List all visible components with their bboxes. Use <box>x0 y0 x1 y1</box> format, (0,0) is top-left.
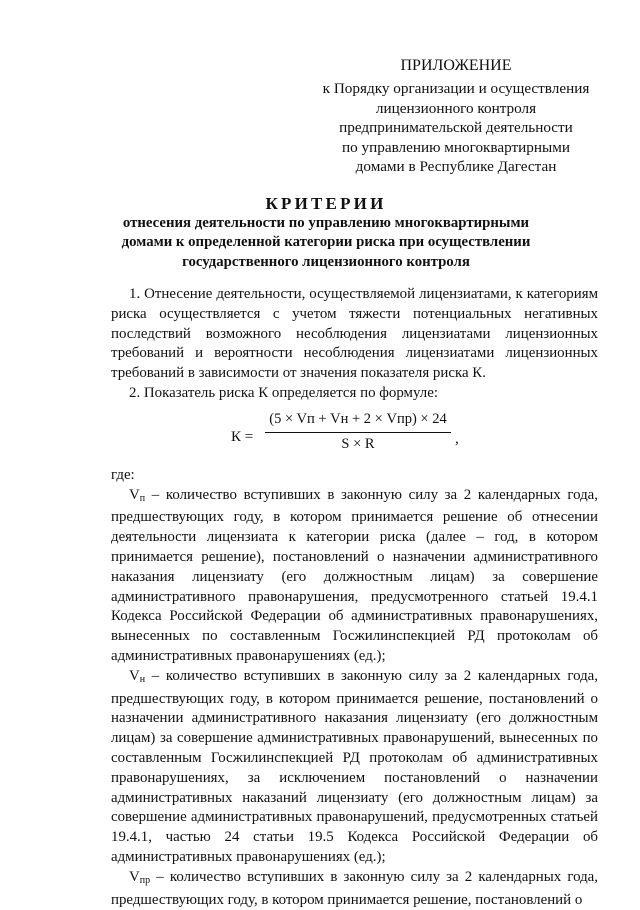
document-subtitle <box>104 214 548 272</box>
definition-subscript: н <box>139 673 146 685</box>
definition-subscript: пр <box>139 874 151 886</box>
paragraph-item-1: 1. Отнесение деятельности, осуществляемой лицензиатами, к категориям риска осуществляется с учетом тяжести потенциальных негативных последствий возможного несоблюдения лицензиатами лицензионных требований и вероятности несоблюдения лицензиатами лицензионных требований в зависимости от значения показателя риска К. <box>111 286 598 382</box>
definition-text: – количество вступивших в законную силу за 2 календарных года, предшествующих году, в котором принимается решение об отнесении деятельности лицензиата к категории риска (далее – год, в котором принимается решение), постановлений о назначении административного наказания лицензиату (его должностным лицам) за совершение административного правонарушения, предусмотренного статьей 19.4.1 Кодекса Российской Федерации об административных правонарушениях, вынесенных по составленным Госжилинспекцией РД протоколам об административных правонарушениях (ед.); <box>111 486 598 664</box>
formula-numerator: (5 × Vп + Vн + 2 × Vпр) × 24 <box>269 410 447 427</box>
formula-lhs: К = <box>231 428 254 445</box>
definition-symbol: V <box>129 486 140 503</box>
definition-text: – количество вступивших в законную силу за 2 календарных года, предшествующих году, в котором принимается решение, постановлений о <box>111 868 598 908</box>
appendix-line: предпринимательской деятельности <box>339 119 573 137</box>
formula-comma: , <box>455 430 459 447</box>
definition-vpr <box>111 868 598 910</box>
appendix-line: домами в Республике Дагестан <box>355 158 557 176</box>
appendix-line: к Порядку организации и осуществления <box>322 80 590 98</box>
where-label: где: <box>111 466 135 483</box>
document-title: КРИТЕРИИ <box>265 194 387 213</box>
appendix-line: по управлению многоквартирными <box>342 138 570 156</box>
subtitle-line: домами к определенной категории риска при осуществлении <box>121 234 531 251</box>
risk-formula <box>111 408 598 466</box>
paragraph-item-2: 2. Показатель риска К определяется по формуле: <box>129 384 438 401</box>
definition-vn <box>111 667 598 868</box>
formula-fraction <box>263 410 453 455</box>
definition-text: – количество вступивших в законную силу за 2 календарных года, предшествующих году, в котором принимается решение, постановлений о назначении административного наказания лицензиату (его должностным лицам) за совершение административных правонарушений, вынесенных по составленным Госжилинспекцией РД протоколам об административных правонарушениях, за исключением постановлений о назначении административных наказаний лицензиату (его должностным лицам) за совершение административных правонарушений, предусмотренных статьей 19.4.1, частью 24 статьи 19.5 Кодекса Российской Федерации об административных правонарушениях (ед.); <box>111 667 598 865</box>
definition-symbol: V <box>129 667 140 684</box>
subtitle-line: отнесения деятельности по управлению многоквартирными <box>122 215 530 231</box>
definition-vp <box>111 486 598 667</box>
definition-subscript: п <box>139 492 146 504</box>
document-body <box>111 285 598 910</box>
subtitle-line: государственного лицензионного контроля <box>182 253 470 270</box>
appendix-heading: ПРИЛОЖЕНИЕ <box>400 57 512 74</box>
appendix-block <box>300 56 612 176</box>
formula-denominator: S × R <box>341 435 375 452</box>
definition-symbol: V <box>129 868 140 885</box>
appendix-line: лицензионного контроля <box>375 99 537 117</box>
